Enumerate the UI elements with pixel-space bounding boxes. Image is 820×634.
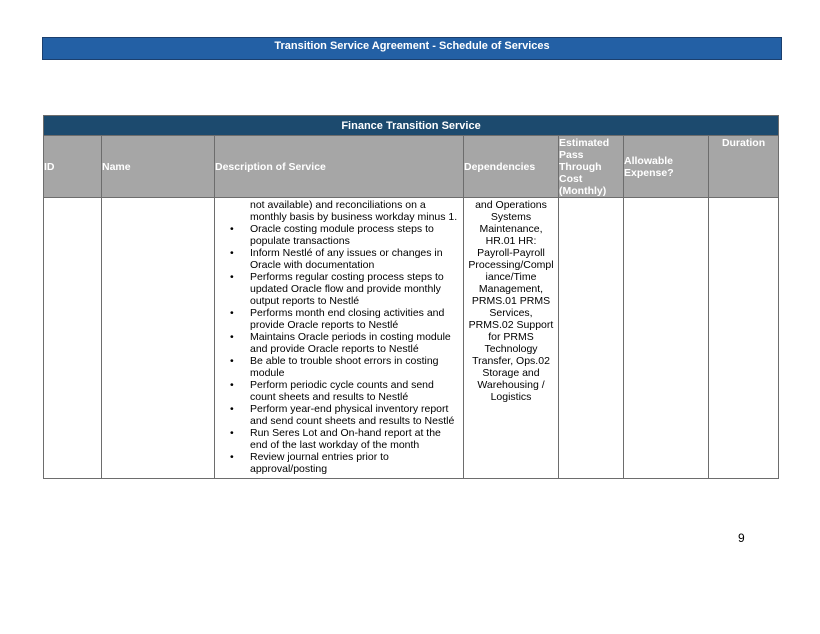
header-estimated-cost (559, 136, 624, 198)
dependency-line: Management, (478, 283, 544, 295)
section-title: Finance Transition Service (44, 116, 779, 136)
description-bullet: • Maintains Oracle periods in costing module and provide Oracle reports to Nestlé (230, 331, 451, 355)
header-description: Description of Service (215, 136, 464, 198)
bullet-icon: • (230, 427, 234, 439)
dependency-line: iance/Time (485, 271, 537, 283)
dependency-line: Transfer, Ops.02 (472, 355, 550, 367)
dependency-line: PRMS.01 PRMS (471, 295, 551, 307)
header-allowable-line: Allowable (624, 154, 674, 167)
dependency-line: Warehousing / (477, 379, 545, 391)
dependency-line: and Operations (475, 199, 547, 211)
page-number: 9 (738, 531, 745, 545)
dependency-line: Logistics (490, 391, 532, 403)
document-banner (42, 37, 782, 60)
bullet-icon: • (230, 451, 234, 463)
cell-name (102, 198, 215, 479)
description-bullet: • Be able to trouble shoot errors in costing module (230, 355, 439, 379)
bullet-icon: • (230, 331, 234, 343)
description-bullet-list (225, 223, 459, 475)
dependency-line: Payroll-Payroll (477, 247, 545, 259)
dependency-line: Maintenance, (479, 223, 543, 235)
description-bullet: • Performs regular costing process steps to updated Oracle flow and provide monthly output reports to Nestlé (230, 271, 444, 307)
bullet-icon: • (230, 271, 234, 283)
header-estimated-line: Pass (559, 149, 584, 161)
header-allowable-expense (624, 136, 709, 198)
table-title-row (44, 116, 779, 136)
header-estimated-line: Through (559, 161, 602, 173)
header-name: Name (102, 136, 215, 198)
bullet-icon: • (230, 307, 234, 319)
bullet-icon: • (230, 379, 234, 391)
dependency-line: Systems (490, 211, 532, 223)
cell-allowable-expense (624, 198, 709, 479)
cell-id (44, 198, 102, 479)
description-bullet: • Run Seres Lot and On-hand report at the end of the last workday of the month (230, 427, 441, 451)
header-estimated-line: Cost (559, 173, 583, 185)
dependency-line: for PRMS (488, 331, 534, 343)
dependency-line: Processing/Compl (468, 259, 554, 271)
bullet-icon: • (230, 355, 234, 367)
description-bullet: • Inform Nestlé of any issues or changes in Oracle with documentation (230, 247, 443, 271)
dependency-line: Storage and (482, 367, 540, 379)
banner-title: Transition Service Agreement - Schedule of Services (274, 40, 550, 52)
dependency-line: PRMS.02 Support (468, 319, 554, 331)
cell-duration (709, 198, 779, 479)
bullet-icon: • (230, 223, 234, 235)
description-bullet: • Perform periodic cycle counts and send count sheets and results to Nestlé (230, 379, 434, 403)
header-estimated-line: Estimated (559, 137, 610, 149)
description-lead-line: not available) and reconciliations on a (250, 199, 426, 211)
header-allowable-line: Expense? (624, 166, 674, 179)
header-dependencies: Dependencies (464, 136, 559, 198)
description-bullet: • Oracle costing module process steps to populate transactions (230, 223, 434, 247)
dependency-line: Technology (484, 343, 538, 355)
dependency-line: HR.01 HR: (485, 235, 537, 247)
header-id: ID (44, 136, 102, 198)
header-duration: Duration (709, 136, 779, 198)
cell-description (215, 198, 464, 479)
header-estimated-line: (Monthly) (559, 185, 607, 197)
cell-dependencies (464, 198, 559, 479)
dependency-line: Services, (489, 307, 533, 319)
description-bullet: • Perform year-end physical inventory report and send count sheets and results to Nestlé (230, 403, 455, 427)
description-lead-line: monthly basis by business workday minus 1. (250, 211, 458, 223)
table-header-row (44, 136, 779, 198)
description-bullet: • Performs month end closing activities and provide Oracle reports to Nestlé (230, 307, 445, 331)
bullet-icon: • (230, 247, 234, 259)
description-bullet: • Review journal entries prior to approval/posting (230, 451, 389, 475)
table-row (44, 198, 779, 479)
bullet-icon: • (230, 403, 234, 415)
services-table (43, 115, 779, 479)
cell-estimated-cost (559, 198, 624, 479)
